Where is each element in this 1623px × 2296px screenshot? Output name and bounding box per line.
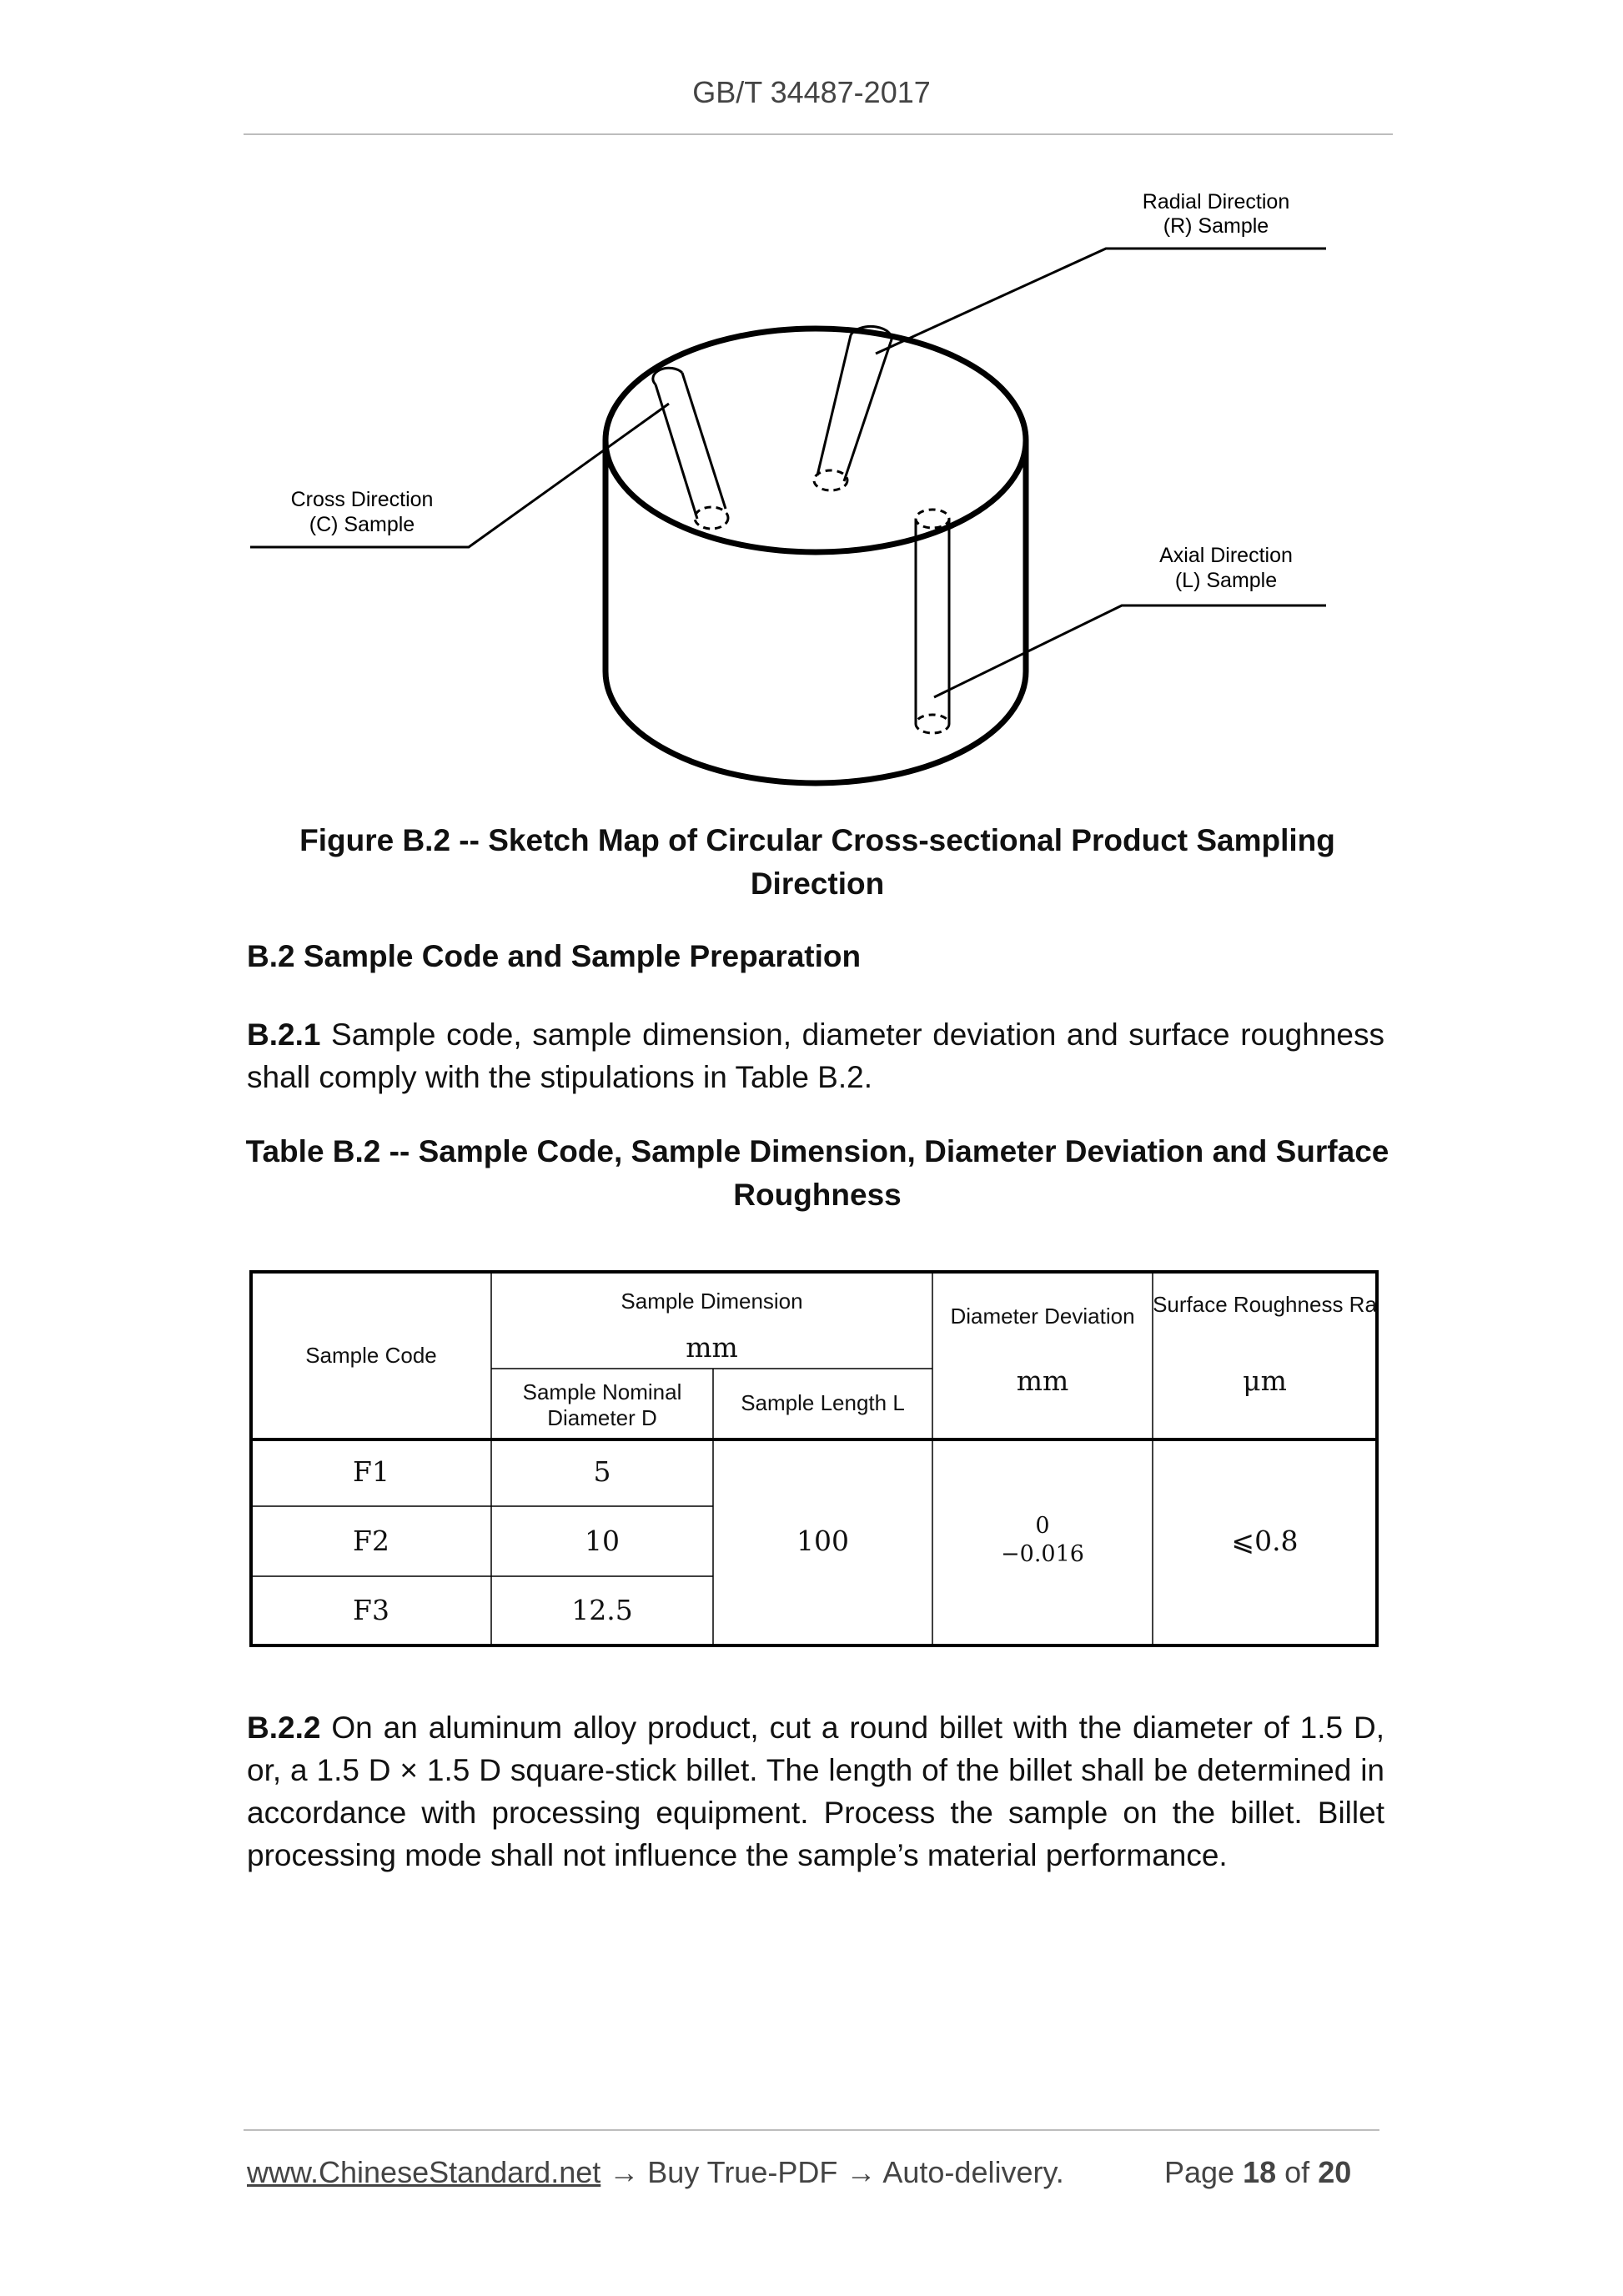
cross-label-line2: (C) Sample: [309, 513, 415, 536]
row-code-f2: F2: [353, 1525, 389, 1557]
figure-caption-line2: Direction: [750, 867, 885, 901]
sample-length-value: 100: [796, 1525, 849, 1557]
footer-links: [247, 2155, 1064, 2190]
paragraph-b22-number: B.2.2: [247, 1711, 321, 1745]
document-id: GB/T 34487-2017: [692, 75, 931, 109]
cross-label-line1: Cross Direction: [290, 488, 434, 511]
header-dimension-unit: mm: [686, 1331, 738, 1364]
deviation-lower: −0.016: [1001, 1541, 1084, 1567]
arrow-icon: →: [609, 2155, 640, 2189]
axial-label-line1: Axial Direction: [1159, 544, 1293, 567]
table-caption-line2: Roughness: [733, 1178, 902, 1212]
paragraph-b21-text: Sample code, sample dimension, diameter deviation and surface roughness shall comply with the stipulations in Table B.2.: [247, 1017, 1384, 1094]
roughness-value: ⩽0.8: [1231, 1525, 1299, 1557]
row-code-f3: F3: [353, 1594, 389, 1626]
header-sample-length: Sample Length L: [741, 1390, 905, 1415]
header-surface-roughness: Surface Roughness Ra: [1153, 1292, 1377, 1317]
header-deviation-unit: mm: [1016, 1364, 1069, 1397]
header-nominal-diameter: Sample Nominal Diameter D: [522, 1379, 682, 1430]
row-diameter-f3: 12.5: [571, 1594, 633, 1626]
radial-label-line1: Radial Direction: [1142, 190, 1290, 214]
row-code-f1: F1: [353, 1455, 389, 1488]
table-caption-line1: Table B.2 -- Sample Code, Sample Dimension, Diameter Deviation and Surface: [245, 1134, 1389, 1168]
header-sample-code: Sample Code: [305, 1343, 437, 1368]
row-diameter-f1: 5: [593, 1455, 611, 1488]
page-number: [1164, 2155, 1351, 2190]
paragraph-b22-text: On an aluminum alloy product, cut a round billet with the diameter of 1.5 D, or, a 1.5 D × 1.5 D square-stick billet. The length of the billet shall be determined in accordance with processing equipment. Process the sample on the billet. Billet processing mode shall not influence the sample’s material performance.: [247, 1711, 1384, 1872]
header-diameter-deviation: Diameter Deviation: [950, 1304, 1135, 1329]
page-total: 20: [1318, 2155, 1352, 2189]
header-roughness-unit: μm: [1243, 1364, 1287, 1397]
site-link[interactable]: www.ChineseStandard.net: [247, 2155, 601, 2189]
footer-rule: [244, 2129, 1379, 2131]
axial-label-line2: (L) Sample: [1174, 569, 1278, 592]
page-of-label: of: [1284, 2155, 1310, 2189]
page-label: Page: [1164, 2155, 1235, 2189]
deviation-upper: 0: [1035, 1513, 1050, 1539]
buy-link[interactable]: Buy True-PDF: [647, 2155, 838, 2189]
header-sample-dimension: Sample Dimension: [621, 1289, 803, 1314]
arrow-icon: →: [846, 2155, 877, 2189]
section-heading: B.2 Sample Code and Sample Preparation: [247, 939, 862, 973]
figure-caption-line1: Figure B.2 -- Sketch Map of Circular Cross-sectional Product Sampling: [299, 823, 1335, 857]
paragraph-b22: [247, 1706, 1384, 1876]
row-diameter-f2: 10: [585, 1525, 620, 1557]
radial-label-line2: (R) Sample: [1163, 214, 1269, 238]
page-current: 18: [1243, 2155, 1277, 2189]
paragraph-b21-number: B.2.1: [247, 1017, 321, 1052]
delivery-text: Auto-delivery.: [882, 2155, 1064, 2189]
